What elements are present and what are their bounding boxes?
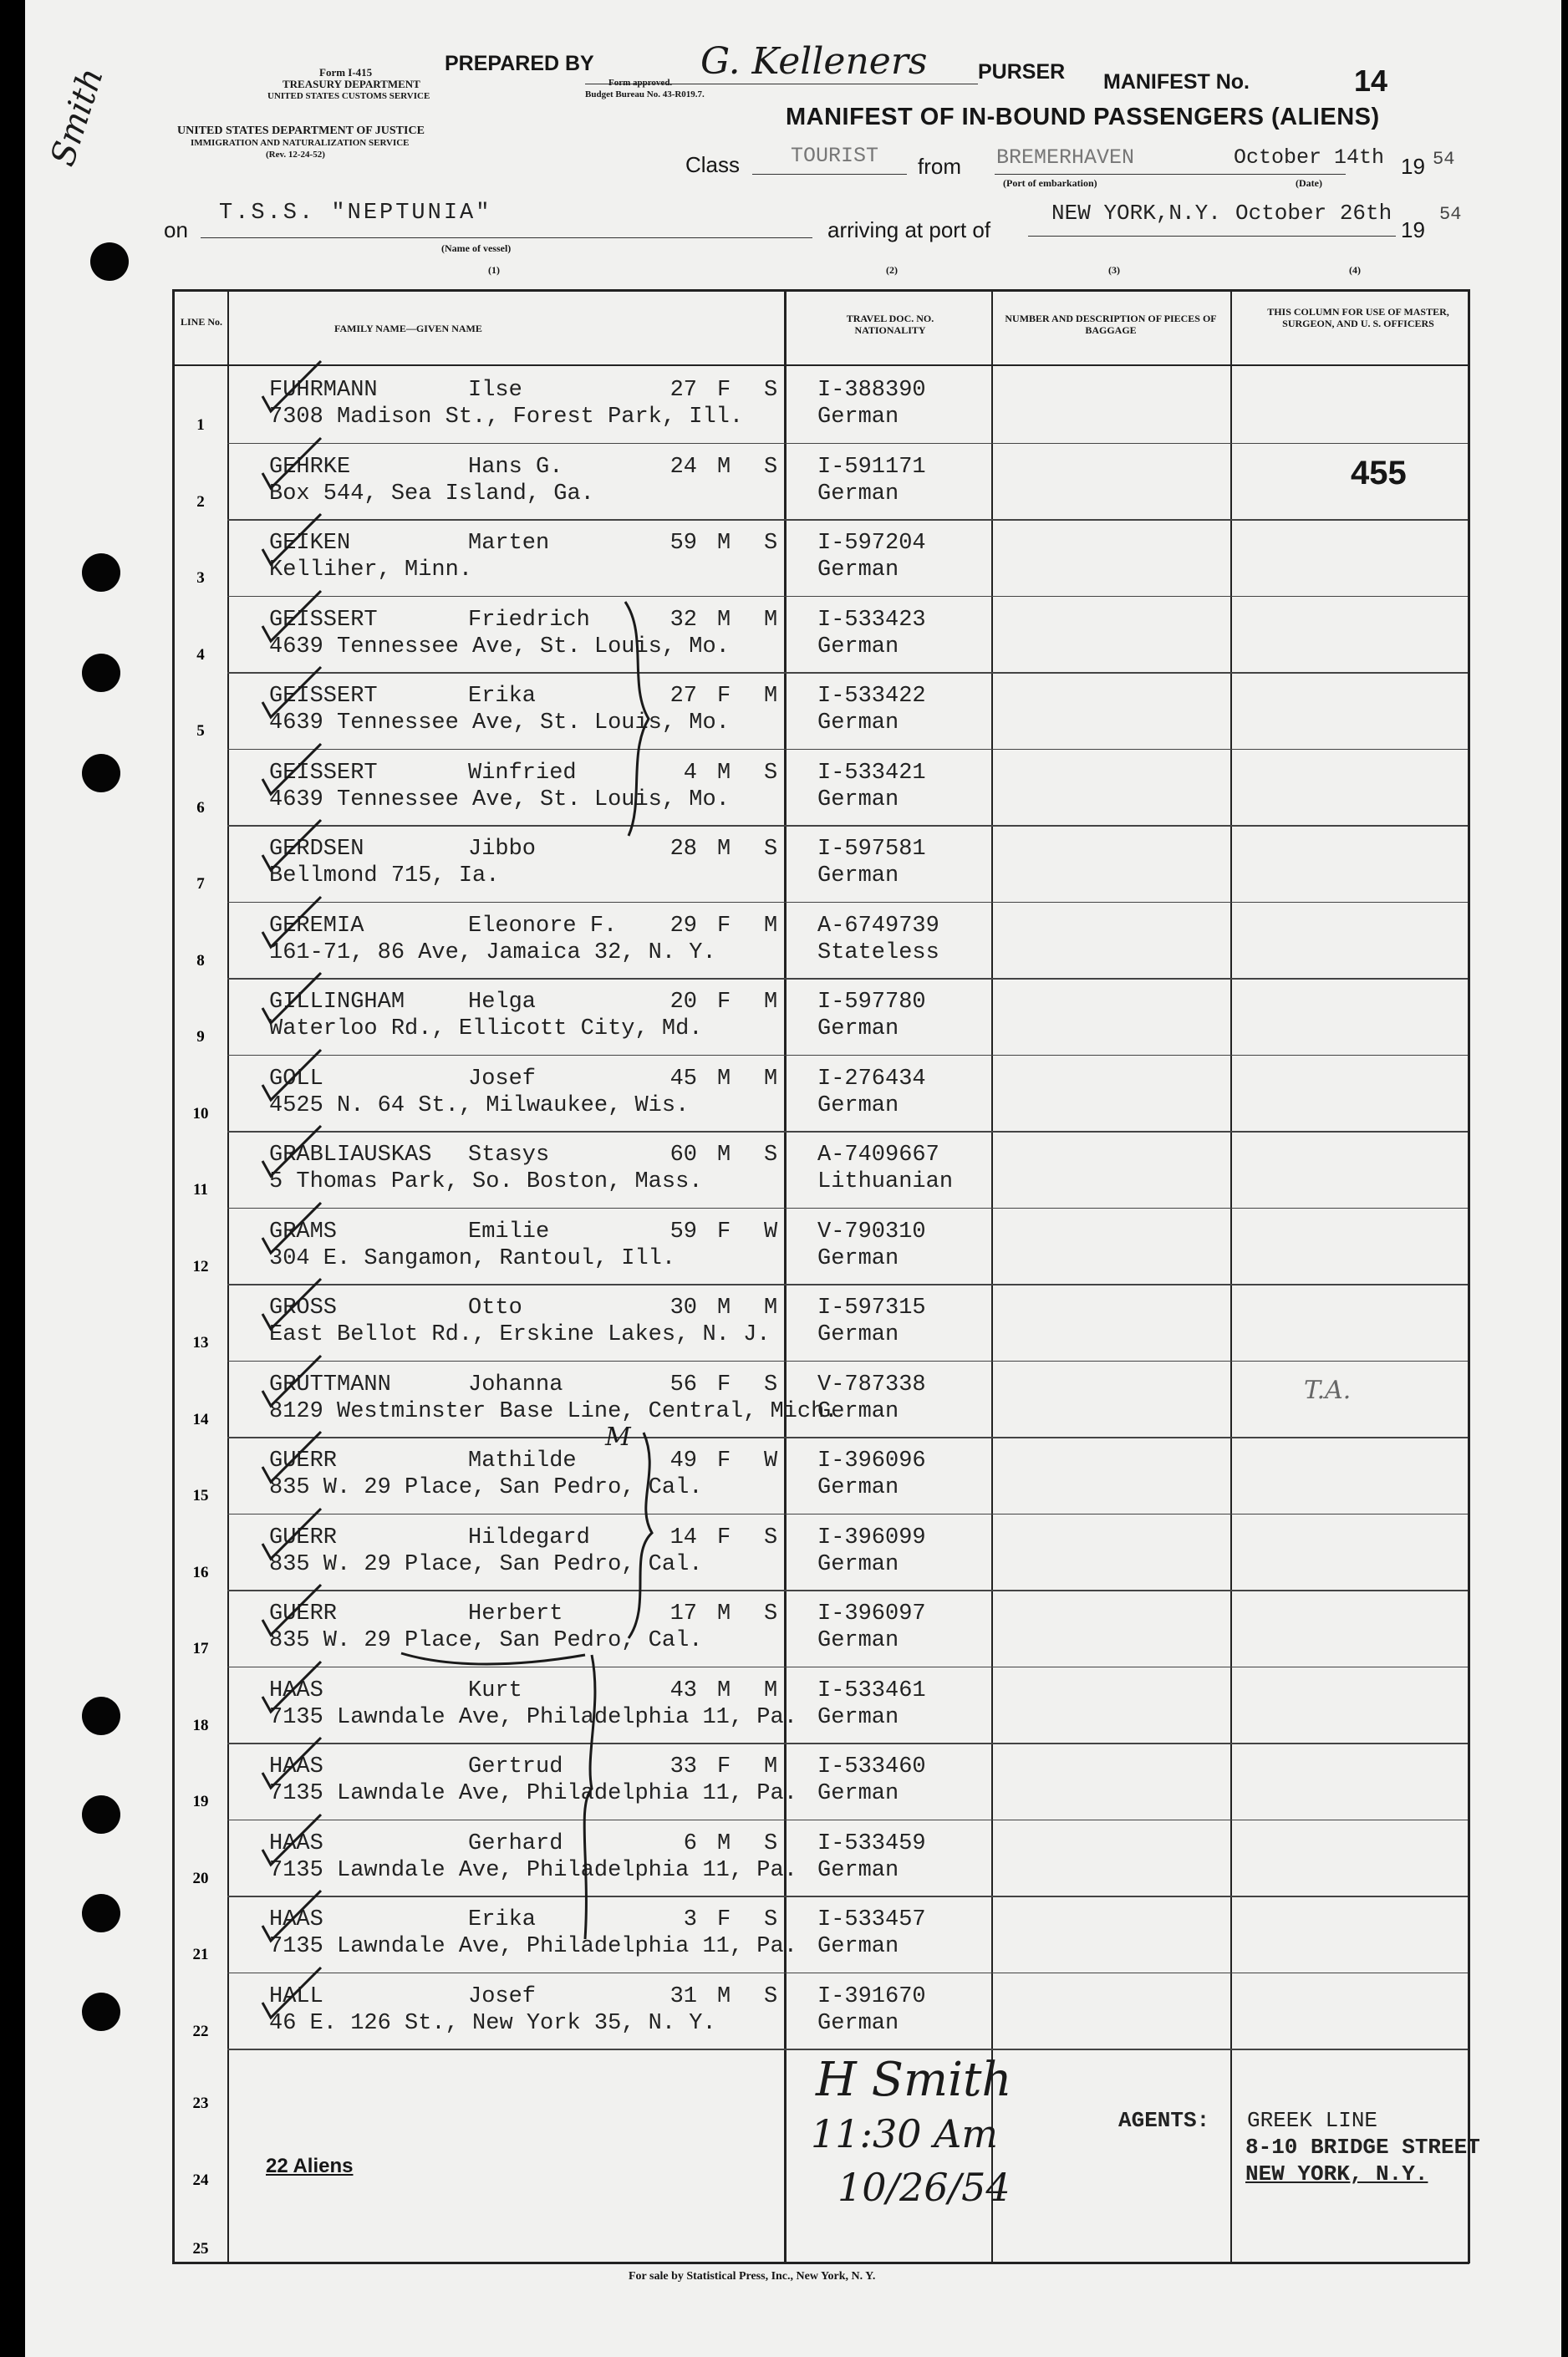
sex: M [717, 607, 731, 633]
family-name: HAAS [269, 1754, 323, 1779]
family-name: GUERR [269, 1525, 338, 1550]
family-name: GUERR [269, 1448, 338, 1474]
marital-status: S [764, 837, 778, 862]
sex: M [717, 1601, 731, 1626]
marital-status: S [764, 760, 778, 786]
family-name: GRABLIAUSKAS [269, 1143, 432, 1168]
address: 161-71, 86 Ave, Jamaica 32, N. Y. [269, 939, 716, 965]
column-number-4: (4) [1349, 264, 1361, 276]
family-name: GUERR [269, 1601, 338, 1626]
nationality: German [817, 1551, 899, 1577]
inspector-signature: H Smith [816, 2053, 1012, 2107]
manifest-number-label: MANIFEST No. [1103, 70, 1250, 94]
travel-doc-number: I-533460 [817, 1754, 926, 1779]
row-15-note: M [605, 1423, 631, 1452]
family-name: GEISSERT [269, 607, 378, 633]
age: 59 [669, 1219, 697, 1245]
address: 4525 N. 64 St., Milwaukee, Wis. [269, 1092, 690, 1118]
line-number: 16 [192, 1563, 209, 1581]
age: 6 [683, 1830, 697, 1856]
travel-doc-number: I-597204 [817, 531, 926, 556]
age: 3 [683, 1907, 697, 1932]
marital-status: W [764, 1219, 778, 1245]
treasury-department: TREASURY DEPARTMENT [283, 78, 420, 90]
form-approved: Form approved. [608, 78, 673, 88]
address: Bellmond 715, Ia. [269, 863, 500, 888]
travel-doc-number: I-533423 [817, 607, 926, 633]
sex: M [717, 837, 731, 862]
port-of-embarkation: BREMERHAVEN [996, 145, 1135, 170]
address: 7135 Lawndale Ave, Philadelphia 11, Pa. [269, 1704, 797, 1730]
col-header-baggage: NUMBER AND DESCRIPTION OF PIECES OF BAGGAGE [1005, 313, 1217, 336]
address: 835 W. 29 Place, San Pedro, Cal. [269, 1551, 703, 1577]
line-number: 2 [196, 492, 205, 511]
marital-status: S [764, 1983, 778, 2009]
given-name: Stasys [468, 1143, 550, 1168]
address: 7135 Lawndale Ave, Philadelphia 11, Pa. [269, 1934, 797, 1959]
col-header-line-no: LINE No. [180, 316, 222, 328]
line-number: 7 [196, 875, 205, 893]
line-number: 9 [196, 1028, 205, 1046]
age: 30 [669, 1296, 697, 1321]
age: 59 [669, 531, 697, 556]
agent-city: NEW YORK, N.Y. [1245, 2161, 1428, 2186]
nationality: German [817, 710, 899, 736]
ins-service: IMMIGRATION AND NATURALIZATION SERVICE [191, 138, 410, 148]
margin-note: Smith [43, 63, 111, 171]
travel-doc-number: I-533421 [817, 760, 926, 786]
age: 45 [669, 1066, 697, 1092]
age: 17 [669, 1601, 697, 1626]
sex: M [717, 1983, 731, 2009]
address: 4639 Tennessee Ave, St. Louis, Mo. [269, 787, 730, 812]
column-number-3: (3) [1108, 264, 1120, 276]
line-number: 20 [192, 1869, 209, 1887]
family-name: HAAS [269, 1907, 323, 1932]
nationality: German [817, 481, 899, 507]
nationality: German [817, 557, 899, 583]
family-name: GRAMS [269, 1219, 338, 1245]
sex: M [717, 454, 731, 480]
sex: F [717, 1754, 731, 1779]
nationality: German [817, 1704, 899, 1730]
marital-status: M [764, 1066, 778, 1092]
marital-status: S [764, 1830, 778, 1856]
given-name: Gerhard [468, 1830, 563, 1856]
marital-status: S [764, 531, 778, 556]
sex: M [717, 760, 731, 786]
marital-status: M [764, 1296, 778, 1321]
address: 8129 Westminster Base Line, Central, Mich. [269, 1398, 838, 1424]
travel-doc-number: V-787338 [817, 1372, 926, 1397]
family-name: GEISSERT [269, 684, 378, 709]
marital-status: S [764, 1601, 778, 1626]
address: 4639 Tennessee Ave, St. Louis, Mo. [269, 634, 730, 659]
family-name: HAAS [269, 1830, 323, 1856]
nationality: Stateless [817, 939, 939, 965]
from-label: from [918, 154, 961, 179]
nationality: Lithuanian [817, 1169, 954, 1194]
nationality: German [817, 1781, 899, 1806]
marital-status: M [764, 1754, 778, 1779]
sex: F [717, 1372, 731, 1397]
address: 7308 Madison St., Forest Park, Ill. [269, 405, 744, 430]
address: 4639 Tennessee Ave, St. Louis, Mo. [269, 710, 730, 736]
col-header-travel-doc: TRAVEL DOC. NO. NATIONALITY [846, 313, 934, 336]
page-title: MANIFEST OF IN-BOUND PASSENGERS (ALIENS) [786, 104, 1380, 130]
line-number: 1 [196, 416, 205, 434]
family-name: GROSS [269, 1296, 338, 1321]
column-number-2: (2) [886, 264, 898, 276]
address: 7135 Lawndale Ave, Philadelphia 11, Pa. [269, 1781, 797, 1806]
col-header-officers: THIS COLUMN FOR USE OF MASTER, SURGEON, AND U. S. OFFICERS [1267, 306, 1449, 329]
department-of-justice: UNITED STATES DEPARTMENT OF JUSTICE [177, 125, 425, 137]
marital-status: M [764, 607, 778, 633]
line-number: 12 [192, 1257, 209, 1275]
age: 43 [669, 1677, 697, 1703]
line-number: 6 [196, 798, 205, 817]
agent-street: 8-10 BRIDGE STREET [1245, 2135, 1480, 2160]
departure-year-prefix: 19 [1401, 154, 1425, 179]
date-caption: (Date) [1296, 177, 1322, 189]
line-number: 13 [192, 1334, 209, 1352]
age: 60 [669, 1143, 697, 1168]
given-name: Hans G. [468, 454, 563, 480]
marital-status: M [764, 913, 778, 939]
family-name: FUHRMANN [269, 378, 378, 403]
line-number: 23 [192, 2095, 209, 2112]
line-number: 3 [196, 569, 205, 587]
nationality: German [817, 1398, 899, 1424]
nationality: German [817, 863, 899, 888]
travel-doc-number: A-7409667 [817, 1143, 939, 1168]
family-name: GEREMIA [269, 913, 364, 939]
given-name: Kurt [468, 1677, 522, 1703]
travel-doc-number: I-533457 [817, 1907, 926, 1932]
marital-status: S [764, 1143, 778, 1168]
line-number: 19 [192, 1793, 209, 1810]
line-number: 15 [192, 1487, 209, 1504]
nationality: German [817, 1245, 899, 1271]
travel-doc-number: I-591171 [817, 454, 926, 480]
column-number-1: (1) [488, 264, 500, 276]
age: 28 [669, 837, 697, 862]
age: 27 [669, 378, 697, 403]
nationality: German [817, 1475, 899, 1500]
sex: F [717, 990, 731, 1015]
sex: M [717, 531, 731, 556]
line-number: 14 [192, 1410, 209, 1428]
arrival-year: 54 [1439, 204, 1462, 225]
marital-status: W [764, 1448, 778, 1474]
travel-doc-number: I-396097 [817, 1601, 926, 1626]
travel-doc-number: A-6749739 [817, 913, 939, 939]
given-name: Helga [468, 990, 537, 1015]
nationality: German [817, 405, 899, 430]
marital-status: S [764, 454, 778, 480]
family-name: HAAS [269, 1677, 323, 1703]
family-name: GOLL [269, 1066, 323, 1092]
marital-status: S [764, 1525, 778, 1550]
nationality: German [817, 1322, 899, 1347]
line-number: 5 [196, 722, 205, 740]
customs-service: UNITED STATES CUSTOMS SERVICE [267, 91, 430, 101]
bracket-guerr-herbert [401, 1653, 585, 1664]
sex: F [717, 1525, 731, 1550]
sex: F [717, 913, 731, 939]
family-name: GRUTTMANN [269, 1372, 391, 1397]
address: 304 E. Sangamon, Rantoul, Ill. [269, 1245, 676, 1271]
given-name: Jibbo [468, 837, 537, 862]
vessel-name: T.S.S. "NEPTUNIA" [219, 201, 492, 226]
given-name: Erika [468, 684, 537, 709]
travel-doc-number: I-597315 [817, 1296, 926, 1321]
line-number: 4 [196, 645, 205, 664]
prepared-by-signature: G. Kelleners [700, 40, 928, 83]
sex: F [717, 378, 731, 403]
family-name: HALL [269, 1983, 323, 2009]
nationality: German [817, 1092, 899, 1118]
budget-bureau: Budget Bureau No. 43-R019.7. [585, 89, 705, 99]
address: 5 Thomas Park, So. Boston, Mass. [269, 1169, 703, 1194]
manifest-number: 14 [1354, 64, 1388, 98]
address: Waterloo Rd., Ellicott City, Md. [269, 1016, 703, 1041]
given-name: Erika [468, 1907, 537, 1932]
sex: M [717, 1143, 731, 1168]
given-name: Friedrich [468, 607, 590, 633]
travel-doc-number: I-533422 [817, 684, 926, 709]
travel-doc-number: I-391670 [817, 1983, 926, 2009]
address: 7135 Lawndale Ave, Philadelphia 11, Pa. [269, 1857, 797, 1883]
address: East Bellot Rd., Erskine Lakes, N. J. [269, 1322, 771, 1347]
age: 14 [669, 1525, 697, 1550]
officer-count: 455 [1351, 455, 1407, 491]
vessel-caption: (Name of vessel) [441, 242, 512, 254]
travel-doc-number: I-388390 [817, 378, 926, 403]
family-name: GEIKEN [269, 531, 351, 556]
address: 835 W. 29 Place, San Pedro, Cal. [269, 1475, 703, 1500]
family-name: GERDSEN [269, 837, 364, 862]
given-name: Eleonore F. [468, 913, 618, 939]
inspection-time: 11:30 Am [811, 2111, 999, 2156]
sex: M [717, 1296, 731, 1321]
given-name: Johanna [468, 1372, 563, 1397]
line-number: 21 [192, 1946, 209, 1963]
address: Kelliher, Minn. [269, 557, 473, 583]
arrival-port: NEW YORK,N.Y. [1051, 201, 1221, 226]
address: Box 544, Sea Island, Ga. [269, 481, 594, 507]
arriving-label: arriving at port of [827, 217, 991, 242]
nationality: German [817, 1857, 899, 1883]
age: 56 [669, 1372, 697, 1397]
line-number: 10 [192, 1104, 209, 1123]
given-name: Emilie [468, 1219, 550, 1245]
address: 46 E. 126 St., New York 35, N. Y. [269, 2010, 716, 2036]
departure-date: October 14th [1234, 145, 1385, 170]
given-name: Ilse [468, 378, 522, 403]
given-name: Hildegard [468, 1525, 590, 1550]
row-14-note: T.A. [1304, 1376, 1352, 1405]
given-name: Marten [468, 531, 550, 556]
sex: M [717, 1677, 731, 1703]
age: 49 [669, 1448, 697, 1474]
purser-label: PURSER [978, 60, 1066, 84]
class-label: Class [685, 152, 741, 177]
nationality: German [817, 1016, 899, 1041]
travel-doc-number: I-396099 [817, 1525, 926, 1550]
age: 20 [669, 990, 697, 1015]
nationality: German [817, 634, 899, 659]
form-number: Form I-415 [319, 66, 373, 79]
travel-doc-number: I-396096 [817, 1448, 926, 1474]
age: 29 [669, 913, 697, 939]
travel-doc-number: I-533461 [817, 1677, 926, 1703]
class-value: TOURIST [791, 144, 879, 168]
marital-status: S [764, 378, 778, 403]
port-caption: (Port of embarkation) [1003, 177, 1097, 189]
marital-status: M [764, 684, 778, 709]
line-number: 18 [192, 1716, 209, 1734]
line-number: 25 [192, 2240, 209, 2258]
travel-doc-number: I-597581 [817, 837, 926, 862]
nationality: German [817, 2010, 899, 2036]
sex: F [717, 1448, 731, 1474]
sex: F [717, 684, 731, 709]
age: 4 [683, 760, 697, 786]
age: 31 [669, 1983, 697, 2009]
line-number: 24 [192, 2171, 209, 2189]
line-number: 11 [193, 1181, 208, 1199]
age: 33 [669, 1754, 697, 1779]
arrival-date: October 26th [1235, 201, 1392, 226]
given-name: Mathilde [468, 1448, 577, 1474]
sex: M [717, 1830, 731, 1856]
marital-status: S [764, 1372, 778, 1397]
line-number: 22 [192, 2022, 209, 2040]
nationality: German [817, 787, 899, 812]
travel-doc-number: I-533459 [817, 1830, 926, 1856]
nationality: German [817, 1934, 899, 1959]
form-revision: (Rev. 12-24-52) [266, 150, 325, 160]
arrival-year-prefix: 19 [1401, 217, 1425, 242]
age: 32 [669, 607, 697, 633]
bracket-haas [584, 1655, 595, 1939]
address: 835 W. 29 Place, San Pedro, Cal. [269, 1628, 703, 1653]
sex: F [717, 1219, 731, 1245]
travel-doc-number: I-276434 [817, 1066, 926, 1092]
nationality: German [817, 1628, 899, 1653]
on-label: on [164, 217, 188, 242]
given-name: Josef [468, 1066, 537, 1092]
line-number: 17 [192, 1640, 209, 1657]
travel-doc-number: V-790310 [817, 1219, 926, 1245]
marital-status: M [764, 1677, 778, 1703]
printer-note: For sale by Statistical Press, Inc., New York, N. Y. [629, 2270, 876, 2283]
departure-year: 54 [1433, 149, 1455, 170]
age: 24 [669, 454, 697, 480]
inspection-date: 10/26/54 [837, 2165, 1011, 2210]
col-header-name: FAMILY NAME—GIVEN NAME [334, 323, 482, 334]
agent-name: GREEK LINE [1247, 2108, 1378, 2133]
travel-doc-number: I-597780 [817, 990, 926, 1015]
given-name: Otto [468, 1296, 522, 1321]
marital-status: S [764, 1907, 778, 1932]
agents-label: AGENTS: [1118, 2108, 1210, 2133]
sex: F [717, 1907, 731, 1932]
given-name: Gertrud [468, 1754, 563, 1779]
sex: M [717, 1066, 731, 1092]
bracket-guerr [629, 1433, 652, 1638]
prepared-by-label: PREPARED BY [445, 52, 594, 75]
line-number: 8 [196, 951, 205, 970]
bracket-geissert [625, 602, 649, 836]
family-name: GILLINGHAM [269, 990, 405, 1015]
total-aliens: 22 Aliens [266, 2155, 354, 2177]
marital-status: M [764, 990, 778, 1015]
age: 27 [669, 684, 697, 709]
family-name: GEISSERT [269, 760, 378, 786]
family-name: GEHRKE [269, 454, 351, 480]
given-name: Herbert [468, 1601, 563, 1626]
given-name: Josef [468, 1983, 537, 2009]
given-name: Winfried [468, 760, 577, 786]
